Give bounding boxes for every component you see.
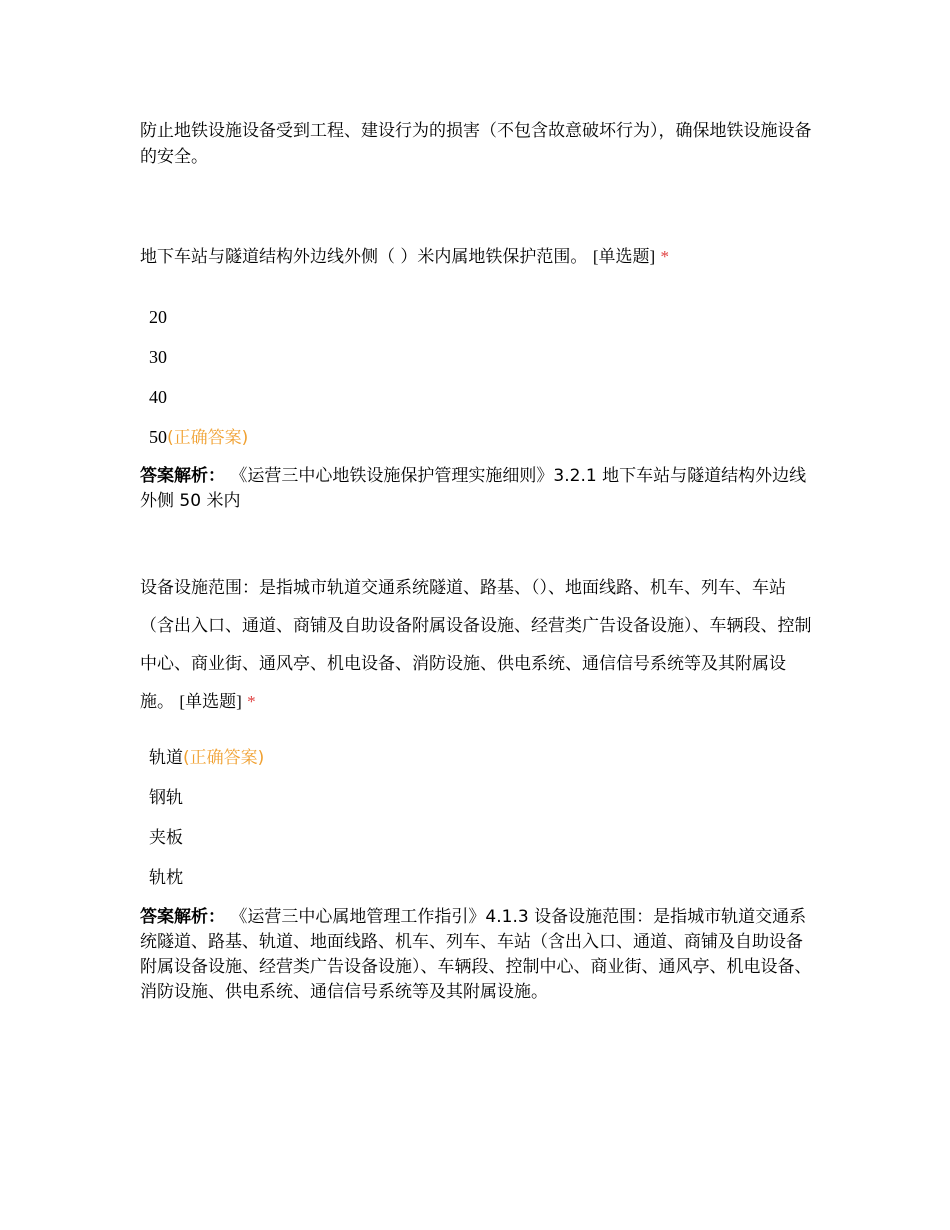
required-mark: * (660, 247, 670, 266)
correct-answer-tag: (正确答案) (167, 428, 249, 448)
question-title (140, 244, 812, 270)
analysis-text: 《运营三中心地铁设施保护管理实施细则》3.2.1 地下车站与隧道结构外边线外侧 50 米内 (140, 466, 807, 511)
option-rail[interactable] (140, 783, 812, 823)
analysis-label: 答案解析： (140, 907, 225, 927)
option-label: 轨枕 (149, 868, 183, 888)
question-type-label: [单选题] (179, 692, 242, 711)
question-1 (140, 244, 812, 514)
option-50[interactable] (140, 422, 812, 462)
analysis-text: 《运营三中心属地管理工作指引》4.1.3 设备设施范围：是指城市轨道交通系统隧道、路基、轨道、地面线路、机车、列车、车站（含出入口、通道、商铺及自助设备附属设备设施、经营类广告设备设施）、车辆段、控制中心、商业街、通风亭、机电设备、消防设施、供电系统、通信信号系统等及其附属设施。 (140, 907, 812, 1002)
option-20[interactable] (140, 302, 812, 342)
option-label: 夹板 (149, 828, 183, 848)
question-text: 设备设施范围：是指城市轨道交通系统隧道、路基、（）、地面线路、机车、列车、车站（含出入口、通道、商铺及自助设备附属设备设施、经营类广告设备设施）、车辆段、控制中心、商业街、通风亭、机电设备、消防设施、供电系统、通信信号系统等及其附属设施。 (140, 578, 812, 712)
option-label: 50 (149, 427, 167, 447)
answer-analysis (140, 464, 812, 514)
option-splint[interactable] (140, 823, 812, 863)
required-mark: * (247, 692, 256, 711)
document-page (140, 0, 812, 1230)
analysis-label: 答案解析： (140, 466, 225, 486)
question-2 (140, 575, 812, 1005)
question-text: 地下车站与隧道结构外边线外侧（ ）米内属地铁保护范围。 (140, 247, 588, 267)
option-label: 40 (149, 387, 167, 407)
option-label: 轨道 (149, 748, 183, 768)
answer-analysis (140, 905, 812, 1005)
intro-paragraph: 防止地铁设施设备受到工程、建设行为的损害（不包含故意破坏行为），确保地铁设施设备的安全。 (140, 121, 812, 167)
question-type-label: [单选题] (592, 247, 656, 266)
option-label: 20 (149, 307, 167, 327)
option-label: 钢轨 (149, 788, 183, 808)
option-40[interactable] (140, 382, 812, 422)
option-label: 30 (149, 347, 167, 367)
correct-answer-tag: (正确答案) (183, 748, 265, 768)
option-list (140, 302, 812, 462)
option-30[interactable] (140, 342, 812, 382)
option-sleeper[interactable] (140, 863, 812, 903)
option-track[interactable] (140, 743, 812, 783)
question-title (140, 569, 812, 721)
option-list (140, 743, 812, 903)
